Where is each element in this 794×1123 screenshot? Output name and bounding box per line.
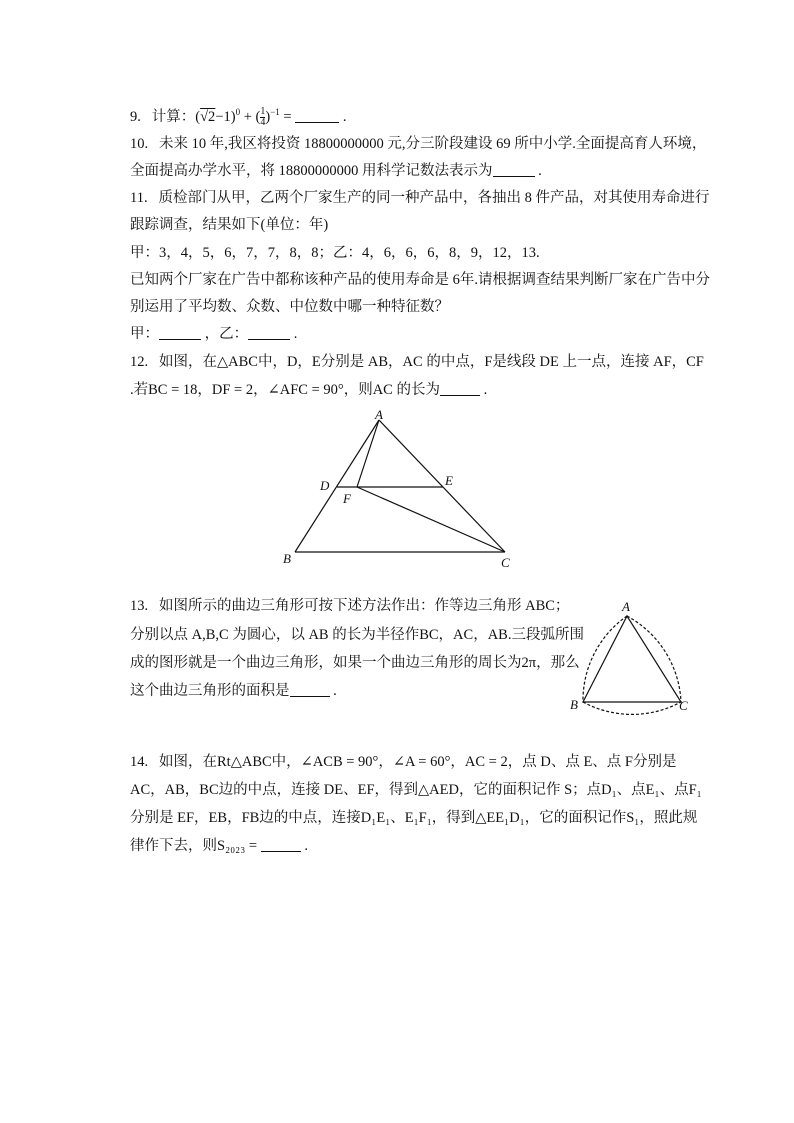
q13-line2 — [130, 626, 584, 644]
q9-sqrt2: √2 — [200, 108, 216, 125]
q12-label-d: D — [320, 478, 330, 493]
q11-text-1: 质检部门从甲，乙两个厂家生产的同一种产品中，各抽出 8 件产品，对其使用寿命进行 — [158, 190, 710, 206]
q10-line1 — [130, 135, 706, 153]
q9-text-a: 计算：( — [151, 108, 201, 125]
q11-line4 — [130, 271, 710, 289]
q10-number: 10. — [130, 136, 149, 152]
q9-text-e: = — [279, 108, 296, 125]
q12-segment-af — [357, 420, 379, 487]
q9-end: . — [342, 108, 347, 125]
q13-line4 — [130, 682, 337, 700]
q9-frac-num: 1 — [260, 106, 266, 117]
q10-answer-blank[interactable] — [493, 162, 535, 177]
q12-label-a: A — [375, 407, 383, 422]
q10-text-1: 未来 10 年,我区将投资 18800000000 元,分三阶段建设 69 所中小学.全面提高育人环境， — [159, 136, 707, 152]
q9-text-b: −1) — [215, 108, 236, 125]
q9-exp0: 0 — [235, 107, 241, 117]
q12-label-f: F — [343, 491, 351, 506]
q14-line3 — [130, 809, 697, 827]
q12-text-1: 如图，在△ABC中，D，E分别是 AB，AC 的中点，F是线段 DE 上一点，连接 AF，CF — [159, 354, 704, 370]
q14-text-2: AC，AB，BC边的中点，连接 DE、EF，得到△AED，它的面积记作 S；点D₁、点E₁、点F₁ — [130, 782, 702, 798]
q12-line2 — [130, 381, 487, 399]
q14-text-1: 如图，在Rt△ABC中，∠ACB = 90°，∠A = 60°，AC = 2，点 D、点 E、点 F分别是 — [159, 754, 677, 770]
q13-label-a: A — [622, 599, 630, 614]
q12-line1 — [130, 353, 704, 371]
q13-text-4: 这个曲边三角形的面积是 — [130, 683, 290, 699]
q11-line5 — [130, 298, 449, 316]
q12-end: . — [483, 382, 488, 398]
q14-text-3: 分别是 EF，EB，FB边的中点，连接D₁E₁、E₁F₁，得到△EE₁D₁，它的面积记作S₁，照此规 — [130, 810, 698, 826]
q12-label-c: C — [501, 555, 510, 570]
q9-line — [130, 103, 346, 128]
q12-side-ab — [295, 420, 379, 552]
q13-text-3: 成的图形就是一个曲边三角形，如果一个曲边三角形的周长为2π，那么 — [130, 655, 580, 671]
q11-line2 — [130, 216, 328, 234]
q9-text-c: + ( — [240, 108, 261, 125]
q11-yi-blank[interactable] — [248, 325, 290, 340]
q9-exp-neg1: −1 — [270, 107, 280, 117]
q12-number: 12. — [130, 354, 149, 370]
q11-jia-blank[interactable] — [159, 325, 201, 340]
q12-segment-cf — [357, 487, 505, 552]
q11-text-2: 跟踪调查，结果如下(单位：年) — [130, 217, 329, 233]
q13-answer-blank[interactable] — [290, 682, 330, 697]
q13-arc-bc — [583, 702, 681, 714]
q13-figure — [565, 598, 695, 716]
q10-end: . — [538, 163, 542, 179]
q12-text-2: .若BC = 18，DF = 2，∠AFC = 90°，则AC 的长为 — [130, 382, 440, 398]
q9-frac-den: 4 — [260, 117, 266, 128]
q11-number: 11. — [130, 190, 148, 206]
q14-line2 — [130, 781, 702, 799]
q14-text-4: 律作下去，则S₂₀₂₃ = — [130, 838, 261, 854]
q13-line3 — [130, 654, 580, 672]
q11-answer-line — [130, 325, 297, 343]
q12-label-e: E — [445, 473, 453, 488]
q12-figure — [275, 405, 520, 575]
q13-text-1: 如图所示的曲边三角形可按下述方法作出：作等边三角形 ABC； — [159, 598, 570, 614]
q11-line1 — [130, 189, 709, 207]
q10-line2 — [130, 162, 542, 180]
q14-line4 — [130, 837, 308, 855]
q11-text-4: 已知两个厂家在广告中都称该种产品的使用寿命是 6年.请根据调查结果判断厂家在广告中分 — [130, 272, 710, 288]
q9-text-d: ) — [265, 108, 271, 125]
q13-line1 — [130, 597, 569, 615]
q13-label-c: C — [679, 698, 688, 713]
q11-line3 — [130, 244, 540, 262]
q13-text-2: 分别以点 A,B,C 为圆心，以 AB 的长为半径作BC，AC，AB.三段弧所围 — [130, 627, 584, 643]
q12-side-ac — [379, 420, 505, 552]
q11-jia-label: 甲： — [130, 326, 159, 342]
q11-yi-label: ，乙： — [204, 326, 249, 342]
q13-triangle — [583, 616, 681, 702]
q9-number: 9. — [130, 108, 141, 125]
q9-answer-blank[interactable] — [295, 108, 339, 123]
q13-end: . — [333, 683, 337, 699]
q11-text-5: 别运用了平均数、众数、中位数中哪一种特征数？ — [130, 299, 449, 315]
q14-line1 — [130, 753, 677, 771]
q12-answer-blank[interactable] — [440, 381, 480, 396]
q14-answer-blank[interactable] — [261, 837, 301, 852]
q13-label-b: B — [570, 697, 578, 712]
q12-label-b: B — [283, 551, 291, 566]
q11-data: 甲：3，4，5，6，7，7，8，8；乙：4，6，6，6，8，9，12，13. — [130, 245, 540, 261]
q11-end: . — [293, 326, 298, 342]
q14-end: . — [304, 838, 308, 854]
q13-number: 13. — [130, 598, 149, 614]
q10-text-2: 全面提高办学水平，将 18800000000 用科学记数法表示为 — [130, 163, 493, 179]
q14-number: 14. — [130, 754, 149, 770]
